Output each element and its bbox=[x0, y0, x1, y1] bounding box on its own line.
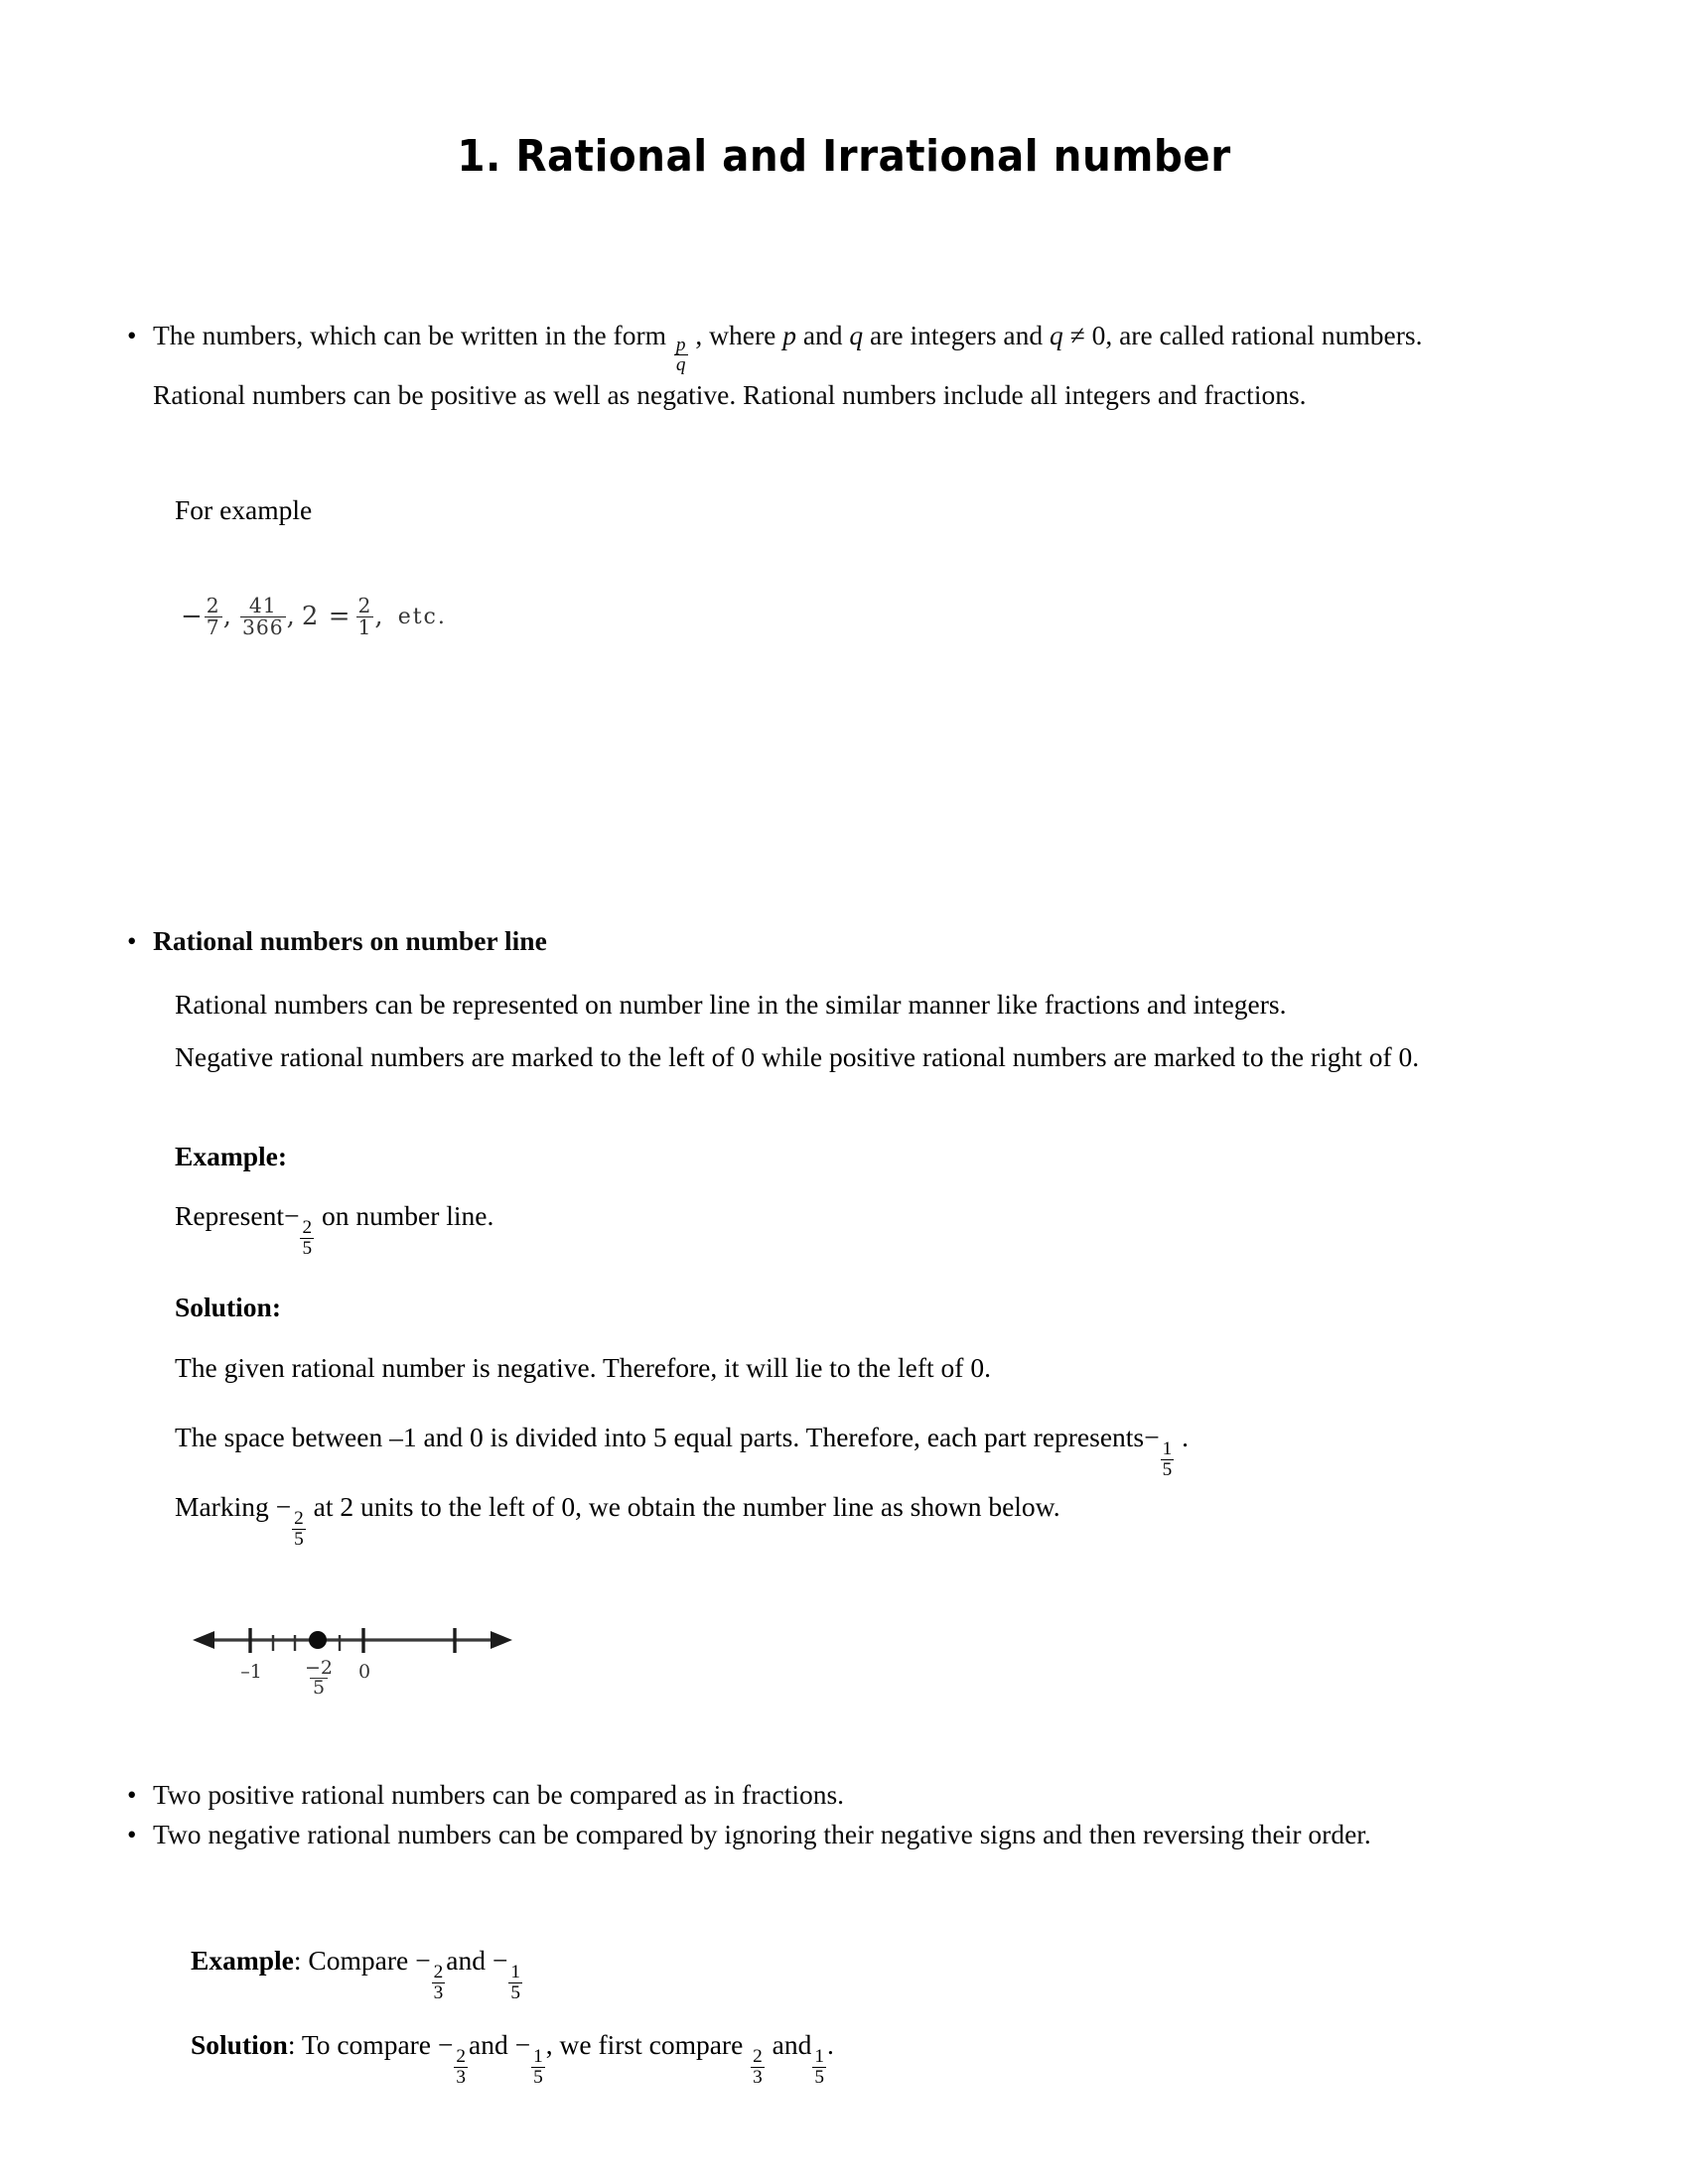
number-line-diagram bbox=[189, 1613, 516, 1722]
comma-2: , bbox=[286, 602, 296, 632]
variable-q: q bbox=[849, 320, 864, 350]
fraction-numerator: 2 bbox=[206, 594, 220, 617]
bullet-marker-icon bbox=[127, 1815, 153, 1853]
example-label-text: Example: bbox=[175, 1141, 288, 1171]
marking-rest-text: at 2 units to the left of 0, we obtain the number line as shown below. bbox=[313, 1491, 1060, 1522]
compare-example-and: and bbox=[446, 1945, 486, 1976]
fraction-denominator: 1 bbox=[357, 614, 372, 639]
etc-text: etc. bbox=[397, 604, 447, 629]
fraction-numerator: 1 bbox=[1162, 1438, 1173, 1460]
compare-solution-mid: , we first compare bbox=[545, 2029, 744, 2060]
number-line-intro bbox=[175, 985, 1495, 1024]
solution-line-2-text: The space between –1 and 0 is divided into 5 equal parts. Therefore, each part represents bbox=[175, 1422, 1145, 1452]
variable-q-second: q bbox=[1049, 320, 1063, 350]
fraction-denominator: 5 bbox=[1162, 1458, 1173, 1480]
compare-solution-minus-b: − bbox=[514, 2029, 531, 2060]
two-equals: 2 = bbox=[301, 602, 352, 632]
bullet-number-line-heading bbox=[127, 921, 1477, 960]
fraction-numerator: 41 bbox=[248, 594, 277, 617]
compare-solution-minus-a: − bbox=[437, 2029, 454, 2060]
negative-rule-text: Negative rational numbers are marked to the left of 0 while positive rational numbers are marked to the right of 0. bbox=[175, 1041, 1420, 1072]
compare-example-colon: : Compare bbox=[293, 1945, 409, 1976]
fraction-1-over-5-solution bbox=[531, 2047, 545, 2087]
fraction-denominator: q bbox=[675, 354, 686, 376]
fraction-numerator: 2 bbox=[753, 2046, 763, 2068]
fraction-numerator: 2 bbox=[357, 594, 372, 617]
bullet-marker-icon bbox=[127, 1775, 153, 1814]
solution-line-1-text: The given rational number is negative. Therefore, it will lie to the left of 0. bbox=[175, 1352, 991, 1383]
fraction-denominator: 366 bbox=[241, 614, 284, 639]
fraction-denominator: 3 bbox=[456, 2066, 467, 2088]
fraction-minus-2-over-5-label bbox=[302, 1659, 336, 1699]
fraction-numerator: 2 bbox=[294, 1508, 304, 1530]
fraction-41-over-366 bbox=[240, 596, 286, 637]
fraction-denominator: 5 bbox=[814, 2066, 825, 2088]
rational-number-examples bbox=[181, 596, 447, 637]
fraction-denominator: 5 bbox=[302, 1237, 313, 1259]
fraction-2-over-5 bbox=[300, 1218, 314, 1258]
fraction-numerator: p bbox=[675, 334, 686, 355]
solution-line-2 bbox=[175, 1418, 1495, 1479]
compare-solution-and-1: and bbox=[469, 2029, 508, 2060]
fraction-numerator bbox=[302, 1659, 336, 1678]
bullet-compare-negative bbox=[127, 1815, 1502, 1853]
fraction-2-over-3-example bbox=[432, 1963, 446, 2002]
number-line-heading: Rational numbers on number line bbox=[153, 925, 547, 956]
number-line-label-minus-two-fifths bbox=[297, 1657, 341, 1699]
on-number-line-text: on number line. bbox=[321, 1200, 494, 1231]
fraction-denominator: 3 bbox=[753, 2066, 763, 2088]
example-statement-1 bbox=[175, 1196, 969, 1258]
number-line-label-minus-one bbox=[236, 1661, 266, 1683]
compare-example-minus-b: − bbox=[492, 1945, 508, 1976]
fraction-1-over-5-example bbox=[508, 1963, 522, 2002]
solution-line-1 bbox=[175, 1348, 1466, 1387]
left-arrowhead-icon bbox=[193, 1631, 214, 1649]
fraction-numerator: 2 bbox=[433, 1962, 444, 1983]
fraction-numerator: 1 bbox=[510, 1962, 520, 1983]
fraction-denominator: 5 bbox=[533, 2066, 543, 2088]
compare-example-minus-a: − bbox=[415, 1945, 431, 1976]
solution-line-3 bbox=[175, 1487, 1495, 1549]
compare-solution-and-2: and bbox=[772, 2029, 812, 2060]
compare-example-label: Example bbox=[191, 1945, 294, 1976]
for-example-label bbox=[175, 490, 771, 529]
point-marker-minus-two-fifths bbox=[309, 1631, 327, 1649]
fraction-denominator: 5 bbox=[310, 1678, 328, 1698]
number-line-intro-text: Rational numbers can be represented on number line in the similar manner like fractions and integers. bbox=[175, 989, 1287, 1020]
fraction-2-over-5-marking bbox=[292, 1509, 306, 1549]
definition-segment-1: The numbers, which can be written in the form bbox=[153, 320, 666, 350]
compare-example-line bbox=[191, 1941, 1184, 2002]
example-label-1 bbox=[175, 1137, 671, 1175]
negative-rule-paragraph bbox=[175, 1037, 1490, 1076]
fraction-2-over-3-solution bbox=[454, 2047, 468, 2087]
compare-solution-colon: : To compare bbox=[287, 2029, 432, 2060]
bullet-marker-icon bbox=[127, 921, 153, 960]
fraction-numerator: 2 bbox=[456, 2046, 467, 2068]
number-line-label-zero bbox=[351, 1661, 378, 1683]
label-minus-sign: − bbox=[304, 1657, 321, 1679]
solution-label-1 bbox=[175, 1288, 671, 1326]
comma-3: , bbox=[374, 602, 384, 632]
marking-text: Marking bbox=[175, 1491, 269, 1522]
label-numerator-value: 2 bbox=[320, 1657, 333, 1679]
minus-sign: − bbox=[181, 602, 204, 632]
compare-solution-end: . bbox=[827, 2029, 834, 2060]
fraction-2-over-3-positive bbox=[751, 2047, 765, 2087]
definition-segment-2: , where bbox=[695, 320, 776, 350]
right-arrowhead-icon bbox=[491, 1631, 512, 1649]
represent-minus: − bbox=[283, 1200, 300, 1231]
compare-solution-label: Solution bbox=[191, 2029, 288, 2060]
fraction-1-over-5 bbox=[1161, 1439, 1175, 1479]
fraction-2-over-1 bbox=[356, 596, 374, 637]
compare-positive-text: Two positive rational numbers can be compared as in fractions. bbox=[153, 1779, 845, 1810]
solution-line-2-minus: − bbox=[1144, 1422, 1160, 1452]
for-example-text: For example bbox=[175, 494, 313, 525]
definition-segment-4: are integers and bbox=[870, 320, 1044, 350]
fraction-1-over-5-positive bbox=[812, 2047, 826, 2087]
fraction-denominator: 7 bbox=[206, 614, 220, 639]
solution-line-2-period: . bbox=[1182, 1422, 1190, 1452]
definition-paragraph bbox=[153, 316, 1477, 414]
definition-segment-3: and bbox=[802, 320, 843, 350]
marking-minus: − bbox=[275, 1491, 292, 1522]
fraction-denominator: 5 bbox=[510, 1981, 520, 2003]
fraction-numerator: 1 bbox=[814, 2046, 825, 2068]
fraction-numerator: 1 bbox=[533, 2046, 543, 2068]
fraction-p-over-q bbox=[674, 336, 688, 375]
bullet-compare-positive bbox=[127, 1775, 1497, 1814]
fraction-denominator: 3 bbox=[433, 1981, 444, 2003]
fraction-denominator: 5 bbox=[294, 1528, 304, 1550]
solution-label-text: Solution: bbox=[175, 1292, 281, 1322]
compare-solution-line bbox=[191, 2025, 1382, 2087]
represent-text: Represent bbox=[175, 1200, 284, 1231]
page-title: 1. Rational and Irrational number bbox=[457, 131, 1231, 182]
definition-segment-5: ≠ 0, are called rational numbers. Rational numbers can be positive as well as negative. Rational numbers include all integers and fractions. bbox=[153, 320, 1423, 411]
fraction-numerator: 2 bbox=[302, 1217, 313, 1239]
compare-negative-text: Two negative rational numbers can be compared by ignoring their negative signs and then reversing their order. bbox=[153, 1819, 1371, 1849]
comma-1: , bbox=[222, 602, 232, 632]
variable-p: p bbox=[782, 320, 796, 350]
label-minus-one-text: –1 bbox=[240, 1661, 262, 1683]
bullet-marker-icon bbox=[127, 316, 153, 354]
fraction-2-over-7 bbox=[205, 596, 222, 637]
label-zero-text: 0 bbox=[357, 1661, 371, 1683]
bullet-definition bbox=[127, 316, 1477, 414]
